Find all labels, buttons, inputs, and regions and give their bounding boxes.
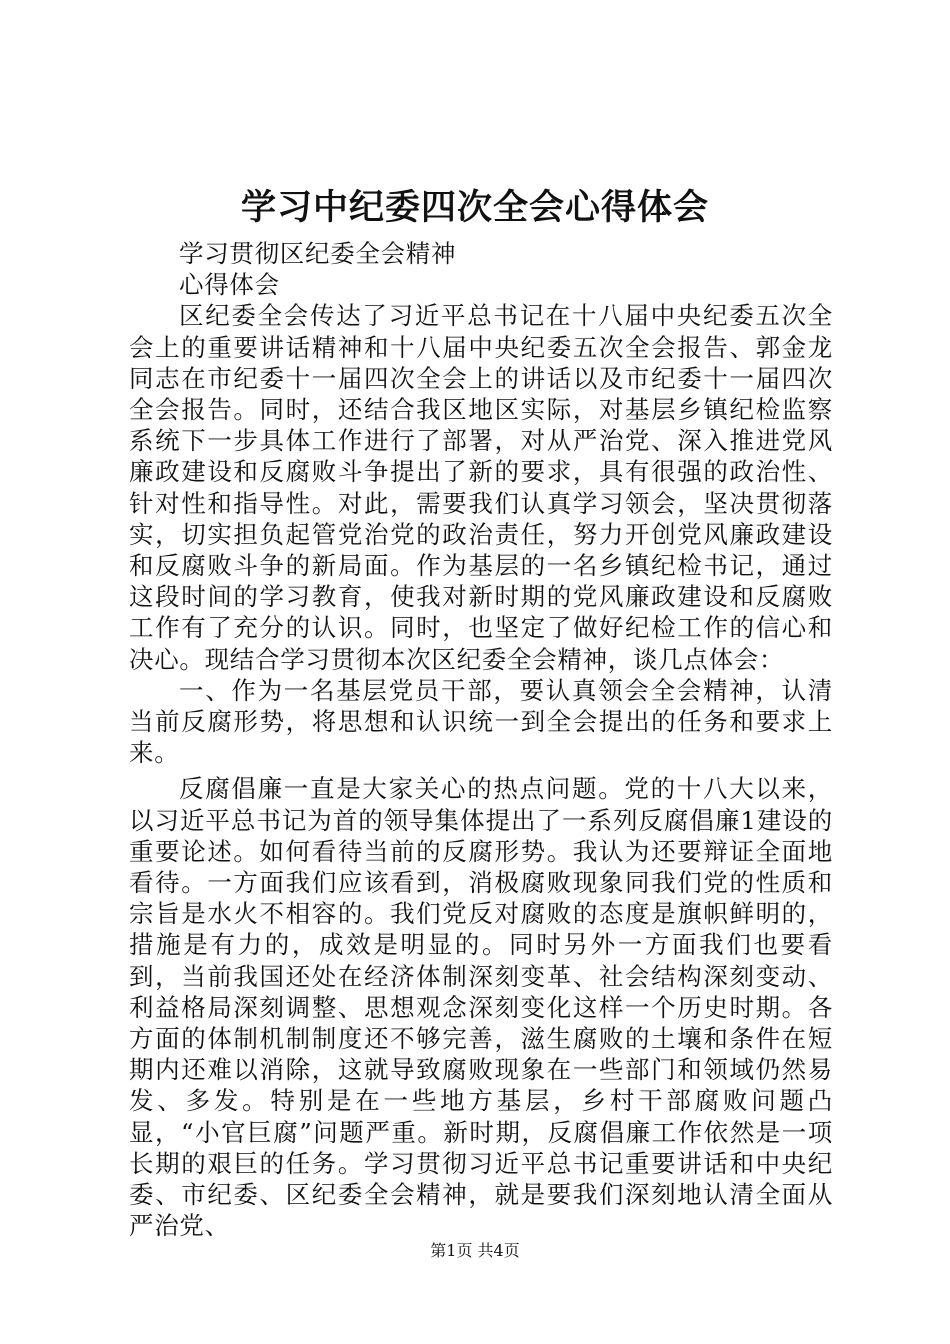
subtitle-line-2: 心得体会 — [179, 270, 280, 300]
paragraph-1: 区纪委全会传达了习近平总书记在十八届中央纪委五次全会上的重要讲话精神和十八届中央纪委五次全会报告、郭金龙同志在市纪委十一届四次全会上的讲话以及市纪委十一届四次全会报告。同时，还结合我区地区实际，对基层乡镇纪检监察系统下一步具体工作进行了部署，对从严治党、深入推进党风廉政建设和反腐败斗争提出了新的要求，具有很强的政治性、针对性和指导性。对此，需要我们认真学习领会，坚决贯彻落实，切实担负起管党治党的政治责任，努力开创党风廉政建设和反腐败斗争的新局面。作为基层的一名乡镇纪检书记，通过这段时间的学习教育，使我对新时期的党风廉政建设和反腐败工作有了充分的认识。同时，也坚定了做好纪检工作的信心和决心。现结合学习贯彻本次区纪委全会精神，谈几点体会： — [129, 301, 833, 674]
document-title: 学习中纪委四次全会心得体会 — [240, 187, 709, 228]
subtitle-line-1: 学习贯彻区纪委全会精神 — [179, 239, 457, 268]
page-footer: 第1页 共4页 — [430, 1241, 520, 1260]
document-body — [129, 238, 833, 1242]
paragraph-2: 一、作为一名基层党员干部，要认真领会全会精神，认清当前反腐形势，将思想和认识统一到全会提出的任务和要求上来。 — [129, 675, 833, 768]
paragraph-3: 反腐倡廉一直是大家关心的热点问题。党的十八大以来，以习近平总书记为首的领导集体提出了一系列反腐倡廉1建设的重要论述。如何看待当前的反腐形势。我认为还要辩证全面地看待。一方面我们应该看到，消极腐败现象同我们党的性质和宗旨是水火不相容的。我们党反对腐败的态度是旗帜鲜明的，措施是有力的，成效是明显的。同时另外一方面我们也要看到，当前我国还处在经济体制深刻变革、社会结构深刻变动、利益格局深刻调整、思想观念深刻变化这样一个历史时期。各方面的体制机制制度还不够完善，滋生腐败的土壤和条件在短期内还难以消除，这就导致腐败现象在一些部门和领域仍然易发、多发。特别是在一些地方基层，乡村干部腐败问题凸显，“小官巨腐”问题严重。新时期，反腐倡廉工作依然是一项长期的艰巨的任务。学习贯彻习近平总书记重要讲话和中央纪委、市纪委、区纪委全会精神，就是要我们深刻地认清全面从严治党、 — [129, 774, 833, 1241]
